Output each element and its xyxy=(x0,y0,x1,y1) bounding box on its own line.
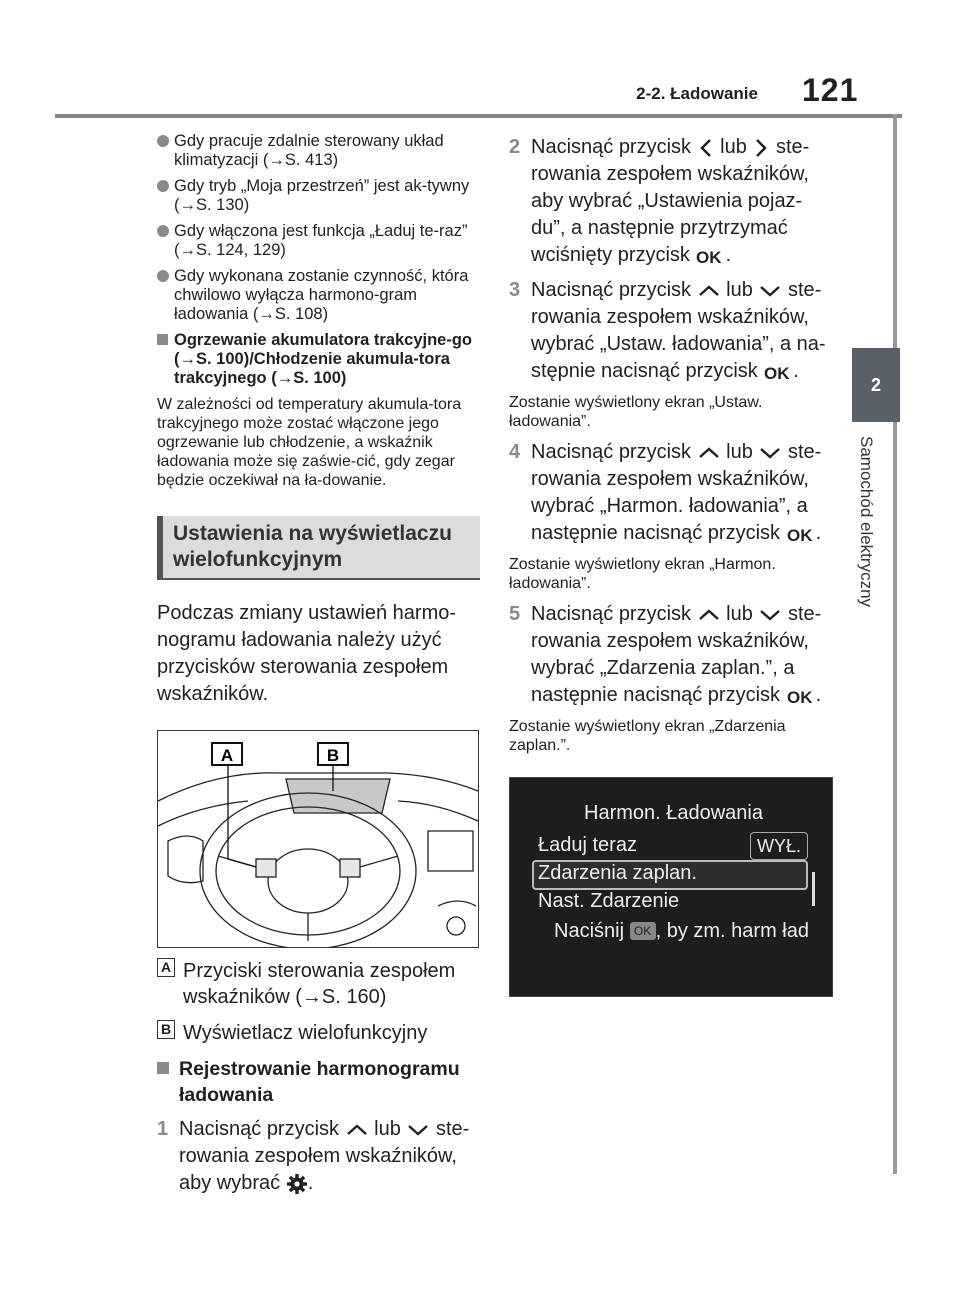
step-number: 2 xyxy=(509,136,521,158)
chapter-tab: 2 xyxy=(852,348,900,422)
chevron-left-icon xyxy=(697,137,715,159)
chapter-title: Samochód elektryczny xyxy=(857,436,876,608)
dashboard-illustration xyxy=(157,730,479,948)
subsection-heading: Rejestrowanie harmonogramu ładowania xyxy=(157,1056,480,1108)
step-note: Zostanie wyświetlony ekran „Zdarzenia zaplan.”. xyxy=(509,718,786,754)
chevron-down-icon xyxy=(758,608,782,622)
step-text: Nacisnąć przycisk xyxy=(531,441,692,463)
sub-text: W zależności od temperatury akumula-tora trakcyjnego może zostać włączone jego ogrzewanie lub chłodzenie, a wskaźnik ładowania może się zaświe-cić, gdy zegar będzie oczekiwał na ła-dowanie. xyxy=(157,396,462,489)
step-3 xyxy=(509,277,834,385)
page-number: 121 xyxy=(802,72,859,108)
bullet-item: Gdy tryb „Moja przestrzeń” jest ak-tywny (→S. 130) xyxy=(157,177,480,215)
ok-icon xyxy=(786,688,816,704)
step-2 xyxy=(509,134,834,269)
step-text: ste-rowania zespołem wskaźników, aby wybrać „Ustawienia pojaz-du”, a następnie przytrzymać wciśnięty przycisk xyxy=(531,136,810,266)
scroll-indicator xyxy=(812,872,815,906)
intro-text: Podczas zmiany ustawień harmo-nogramu ładowania należy użyć przycisków sterowania zespołem wskaźników. xyxy=(157,602,457,705)
hint-text: Naciśnij xyxy=(554,920,625,942)
step-4 xyxy=(509,439,834,547)
chevron-right-icon xyxy=(752,137,770,159)
chevron-down-icon xyxy=(758,446,782,460)
ok-icon xyxy=(786,526,816,542)
chevron-down-icon xyxy=(406,1123,430,1137)
step-text: . xyxy=(815,684,822,706)
chevron-up-icon xyxy=(697,446,721,460)
page-header xyxy=(0,0,960,120)
step-text: . xyxy=(793,360,799,382)
step-text: lub xyxy=(726,279,753,301)
right-column xyxy=(509,126,834,997)
step-5 xyxy=(509,601,834,709)
chevron-up-icon xyxy=(345,1123,369,1137)
section-title: 2-2. Ładowanie xyxy=(636,84,758,103)
ok-badge-icon: OK xyxy=(630,922,656,940)
caption-label: B xyxy=(157,1020,175,1039)
steering-wheel-drawing xyxy=(158,731,478,947)
step-text: . xyxy=(725,244,732,266)
step-text: . xyxy=(307,1172,314,1194)
step-text: Nacisnąć przycisk xyxy=(179,1118,340,1140)
caption-b xyxy=(157,1020,480,1046)
step-text: ste-rowania zespołem wskaźników, aby wybrać xyxy=(179,1118,470,1194)
bullet-item: Gdy pracuje zdalnie sterowany układ klimatyzacji (→S. 413) xyxy=(157,132,480,170)
menu-item-scheduled-events: Zdarzenia zaplan. xyxy=(538,862,697,884)
sub-heading: Ogrzewanie akumulatora trakcyjne-go (→S. 100)/Chłodzenie akumula-tora trakcyjnego (→S. 100) xyxy=(157,331,480,388)
chevron-down-icon xyxy=(758,284,782,298)
step-number: 3 xyxy=(509,279,521,301)
bullet-item: Gdy wykonana zostanie czynność, która chwilowo wyłącza harmono-gram ładowania (→S. 108) xyxy=(157,267,480,324)
step-note: Zostanie wyświetlony ekran „Ustaw. ładowania”. xyxy=(509,394,763,430)
svg-text:OK: OK xyxy=(786,525,813,542)
multi-info-display-screen xyxy=(509,777,833,997)
caption-text: Przyciski sterowania zespołem wskaźników (→S. 160) xyxy=(183,960,456,1008)
step-note: Zostanie wyświetlony ekran „Harmon. ładowania”. xyxy=(509,556,776,592)
menu-item-charge-now: Ładuj teraz xyxy=(538,834,637,856)
svg-text:OK: OK xyxy=(764,363,790,380)
step-text: Nacisnąć przycisk xyxy=(531,603,692,625)
side-rule xyxy=(893,114,897,1174)
step-text: Nacisnąć przycisk xyxy=(531,136,692,158)
step-text: . xyxy=(815,522,822,544)
step-number: 5 xyxy=(509,603,521,625)
step-text: ste-rowania zespołem wskaźników, wybrać „Harmon. ładowania”, a następnie nacisnąć przycisk xyxy=(531,441,822,544)
step-text: ste-rowania zespołem wskaźników, wybrać „Zdarzenia zaplan.”, a następnie nacisnąć przycisk xyxy=(531,603,822,706)
step-text: lub xyxy=(374,1118,401,1140)
caption-label: A xyxy=(157,958,175,977)
step-number: 4 xyxy=(509,441,521,463)
gear-icon xyxy=(286,1173,308,1195)
step-text: ste-rowania zespołem wskaźników, wybrać „Ustaw. ładowania”, a na-stępnie nacisnąć przycisk xyxy=(531,279,826,382)
header-rule xyxy=(55,114,902,118)
figure-label-a: A xyxy=(220,746,234,765)
step-text: lub xyxy=(726,603,753,625)
step-text: lub xyxy=(720,136,747,158)
figure-label-b: B xyxy=(326,746,340,765)
caption-a xyxy=(157,958,480,1010)
svg-text:OK: OK xyxy=(696,247,722,264)
step-number: 1 xyxy=(157,1118,169,1140)
bullet-item: Gdy włączona jest funkcja „Ładuj te-raz” (→S. 124, 129) xyxy=(157,222,480,260)
left-column xyxy=(157,132,480,1197)
caption-text: Wyświetlacz wielofunkcyjny xyxy=(183,1022,428,1044)
hint-text: , by zm. harm ład xyxy=(655,920,809,942)
chevron-up-icon xyxy=(697,284,721,298)
step-1 xyxy=(157,1116,480,1197)
screen-hint xyxy=(554,920,809,943)
ok-icon xyxy=(763,364,793,380)
step-text: lub xyxy=(726,441,753,463)
chevron-up-icon xyxy=(697,608,721,622)
ok-icon xyxy=(695,248,725,264)
charge-now-value: WYŁ. xyxy=(750,832,808,860)
menu-item-next-event: Nast. Zdarzenie xyxy=(538,890,680,912)
svg-text:OK: OK xyxy=(786,687,813,704)
screen-title: Harmon. Ładowania xyxy=(584,802,763,824)
step-text: Nacisnąć przycisk xyxy=(531,279,692,301)
section-heading: Ustawienia na wyświetlaczu wielofunkcyjnym xyxy=(157,516,480,580)
